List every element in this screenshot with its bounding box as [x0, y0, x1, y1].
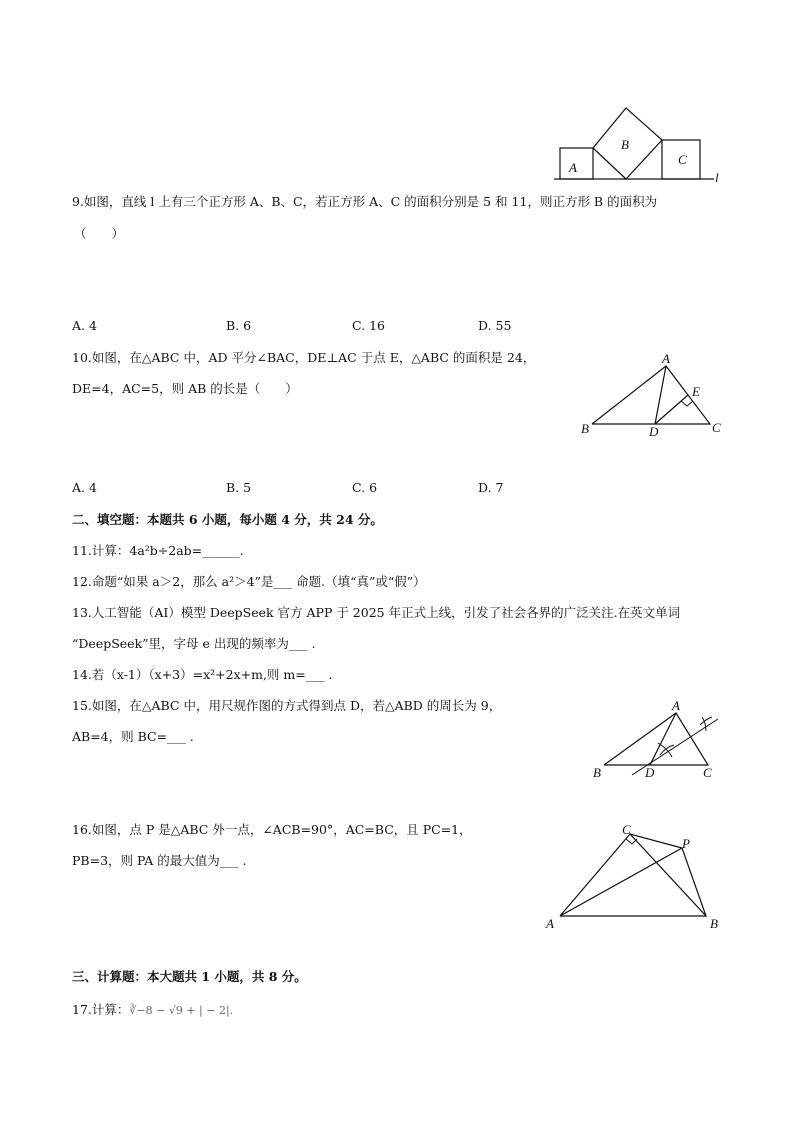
label-c: C: [622, 822, 631, 837]
q10-option-d: D. 7: [478, 480, 504, 495]
label-b: B: [621, 137, 629, 152]
q10-line1: 10.如图，在△ABC 中，AD 平分∠BAC，DE⊥AC 于点 E，△ABC 的面积是 24，: [72, 350, 536, 365]
q15-line2: AB=4，则 BC=___ .: [72, 729, 194, 744]
label-l: l: [715, 170, 719, 184]
label-a: A: [662, 351, 670, 366]
label-c: C: [712, 420, 721, 435]
q10-line2: DE=4，AC=5，则 AB 的长是（ ）: [72, 381, 298, 396]
q10-option-b: B. 5: [226, 480, 252, 495]
q14: 14.若（x-1）（x+3）=x²+2x+m,则 m=___ .: [72, 667, 333, 682]
q9-option-c: C. 16: [352, 318, 385, 333]
q9-option-d: D. 55: [478, 318, 512, 333]
label-d: D: [649, 424, 659, 439]
q11: 11.计算：4a²b÷2ab=______.: [72, 543, 244, 558]
q9-option-b: B. 6: [226, 318, 252, 333]
q9-text: 9.如图，直线 l 上有三个正方形 A、B、C，若正方形 A、C 的面积分别是 5 和 11，则正方形 B 的面积为: [72, 194, 658, 209]
q13-line2: “DeepSeek”里，字母 e 出现的频率为___ .: [72, 636, 316, 651]
q17-expression: ∛−8 − √9 + | − 2|.: [129, 1004, 234, 1017]
q10-option-c: C. 6: [352, 480, 378, 495]
label-b: B: [593, 765, 601, 780]
section2-heading: 二、填空题：本题共 6 小题，每小题 4 分，共 24 分。: [72, 512, 383, 527]
q13-line1: 13.人工智能（AI）模型 DeepSeek 官方 APP 于 2025 年正式上线，引发了社会各界的广泛关注.在英文单词: [72, 605, 681, 620]
q10-option-a: A. 4: [72, 480, 97, 495]
q15-line1: 15.如图，在△ABC 中，用尺规作图的方式得到点 D，若△ABD 的周长为 9，: [72, 698, 502, 713]
q16-figure: [540, 818, 730, 934]
section3-heading: 三、计算题：本大题共 1 小题，共 8 分。: [72, 969, 307, 984]
label-a: A: [672, 698, 680, 713]
q9-paren: （ ）: [74, 226, 125, 241]
q17: [72, 1002, 233, 1019]
label-b: B: [581, 421, 589, 436]
q16-line2: PB=3，则 PA 的最大值为___ .: [72, 853, 247, 868]
label-c: C: [703, 765, 712, 780]
label-d: D: [645, 765, 655, 780]
q9-option-a: A. 4: [72, 318, 97, 333]
q15-figure: [588, 697, 728, 785]
label-p: P: [682, 836, 690, 851]
label-c: C: [678, 152, 687, 167]
label-a: A: [569, 160, 577, 175]
q17-prefix: 17.计算：: [72, 1002, 130, 1017]
q10-figure: [576, 348, 726, 440]
label-b: B: [710, 916, 718, 931]
q16-line1: 16.如图，点 P 是△ABC 外一点，∠ACB=90°，AC=BC，且 PC=1，: [72, 822, 472, 837]
q9-figure: [552, 104, 724, 184]
label-e: E: [692, 384, 700, 399]
label-a: A: [546, 916, 554, 931]
q12: 12.命题“如果 a＞2，那么 a²＞4”是___ 命题.（填“真”或“假”）: [72, 574, 426, 589]
